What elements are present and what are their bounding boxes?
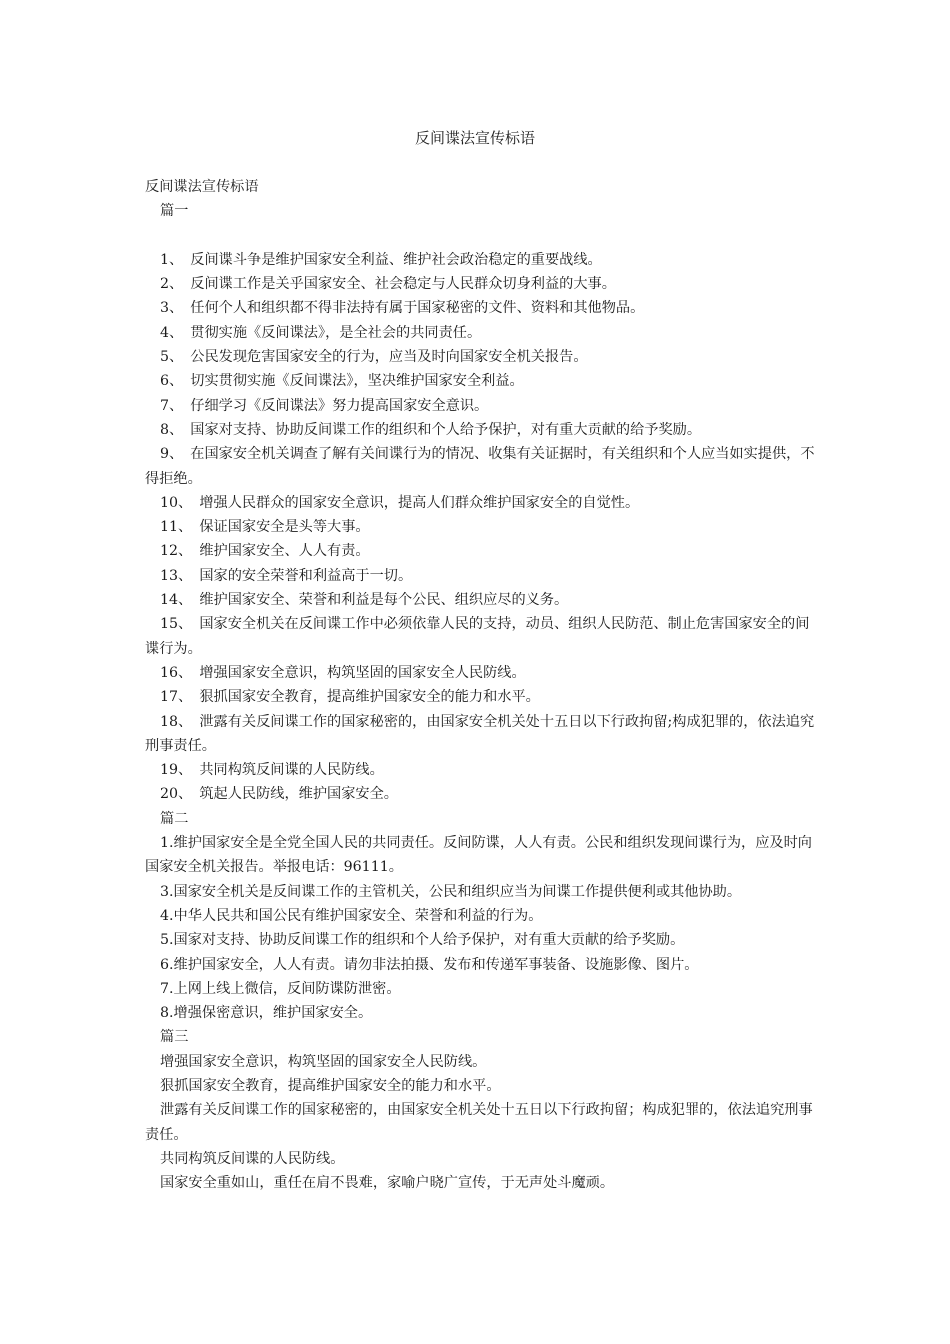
section-heading-2: 篇二	[160, 810, 189, 827]
list-item: 19、 共同构筑反间谍的人民防线。	[160, 762, 384, 779]
list-item: 20、 筑起人民防线，维护国家安全。	[160, 786, 398, 803]
list-item: 2、 反间谍工作是关乎国家安全、社会稳定与人民群众切身利益的大事。	[160, 276, 616, 293]
blank-line	[145, 224, 815, 248]
section-1-list	[145, 248, 815, 807]
list-item: 6、 切实贯彻实施《反间谍法》，坚决维护国家安全利益。	[160, 373, 524, 390]
list-item: 5、 公民发现危害国家安全的行为，应当及时向国家安全机关报告。	[160, 349, 588, 366]
list-item: 6.维护国家安全，人人有责。请勿非法拍摄、发布和传递军事装备、设施影像、图片。	[160, 956, 699, 973]
section-2-list	[145, 831, 815, 1025]
list-item: 11、 保证国家安全是头等大事。	[160, 519, 370, 536]
document-subtitle: 反间谍法宣传标语	[145, 179, 259, 195]
list-item: 18、 泄露有关反间谍工作的国家秘密的，由国家安全机关处十五日以下行政拘留;构成犯罪的，依法追究刑事责任。	[145, 713, 815, 754]
list-item: 16、 增强国家安全意识，构筑坚固的国家安全人民防线。	[160, 664, 526, 681]
list-item: 8.增强保密意识，维护国家安全。	[160, 1005, 373, 1022]
list-item: 增强国家安全意识，构筑坚固的国家安全人民防线。	[160, 1053, 487, 1070]
list-item: 泄露有关反间谍工作的国家秘密的，由国家安全机关处十五日以下行政拘留；构成犯罪的，依法追究刑事责任。	[145, 1102, 813, 1143]
section-heading-3: 篇三	[160, 1029, 189, 1046]
list-item: 3、 任何个人和组织都不得非法持有属于国家秘密的文件、资料和其他物品。	[160, 300, 645, 317]
list-item: 1、 反间谍斗争是维护国家安全利益、维护社会政治稳定的重要战线。	[160, 251, 602, 268]
list-item: 8、 国家对支持、协助反间谍工作的组织和个人给予保护，对有重大贡献的给予奖励。	[160, 421, 702, 438]
list-item: 4、 贯彻实施《反间谍法》，是全社会的共同责任。	[160, 324, 482, 341]
section-3-list	[145, 1050, 815, 1196]
list-item: 共同构筑反间谍的人民防线。	[160, 1150, 345, 1167]
list-item: 14、 维护国家安全、荣誉和利益是每个公民、组织应尽的义务。	[160, 592, 569, 609]
list-item: 3.国家安全机关是反间谍工作的主管机关，公民和组织应当为间谍工作提供便利或其他协助。	[160, 883, 742, 900]
list-item: 7、 仔细学习《反间谍法》努力提高国家安全意识。	[160, 397, 489, 414]
list-item: 国家安全重如山，重任在肩不畏难，家喻户晓广宣传，于无声处斗魔顽。	[160, 1175, 615, 1192]
list-item: 1.维护国家安全是全党全国人民的共同责任。反间防谍，人人有责。公民和组织发现间谍行为，应及时向国家安全机关报告。举报电话：96111。	[145, 835, 812, 876]
list-item: 狠抓国家安全教育，提高维护国家安全的能力和水平。	[160, 1077, 501, 1094]
list-item: 9、 在国家安全机关调查了解有关间谍行为的情况、收集有关证据时，有关组织和个人应当如实提供，不得拒绝。	[145, 446, 815, 487]
list-item: 10、 增强人民群众的国家安全意识，提高人们群众维护国家安全的自觉性。	[160, 494, 640, 511]
list-item: 13、 国家的安全荣誉和利益高于一切。	[160, 567, 413, 584]
list-item: 15、 国家安全机关在反间谍工作中必须依靠人民的支持，动员、组织人民防范、制止危害国家安全的间谍行为。	[145, 616, 810, 657]
list-item: 5.国家对支持、协助反间谍工作的组织和个人给予保护，对有重大贡献的给予奖励。	[160, 932, 685, 949]
list-item: 4.中华人民共和国公民有维护国家安全、荣誉和利益的行为。	[160, 907, 543, 924]
document-title: 反间谍法宣传标语	[414, 129, 535, 147]
section-heading-1: 篇一	[160, 203, 189, 220]
list-item: 12、 维护国家安全、人人有责。	[160, 543, 370, 560]
list-item: 7.上网上线上微信，反间防谍防泄密。	[160, 980, 401, 997]
list-item: 17、 狠抓国家安全教育，提高维护国家安全的能力和水平。	[160, 689, 540, 706]
document-body	[145, 175, 815, 1195]
